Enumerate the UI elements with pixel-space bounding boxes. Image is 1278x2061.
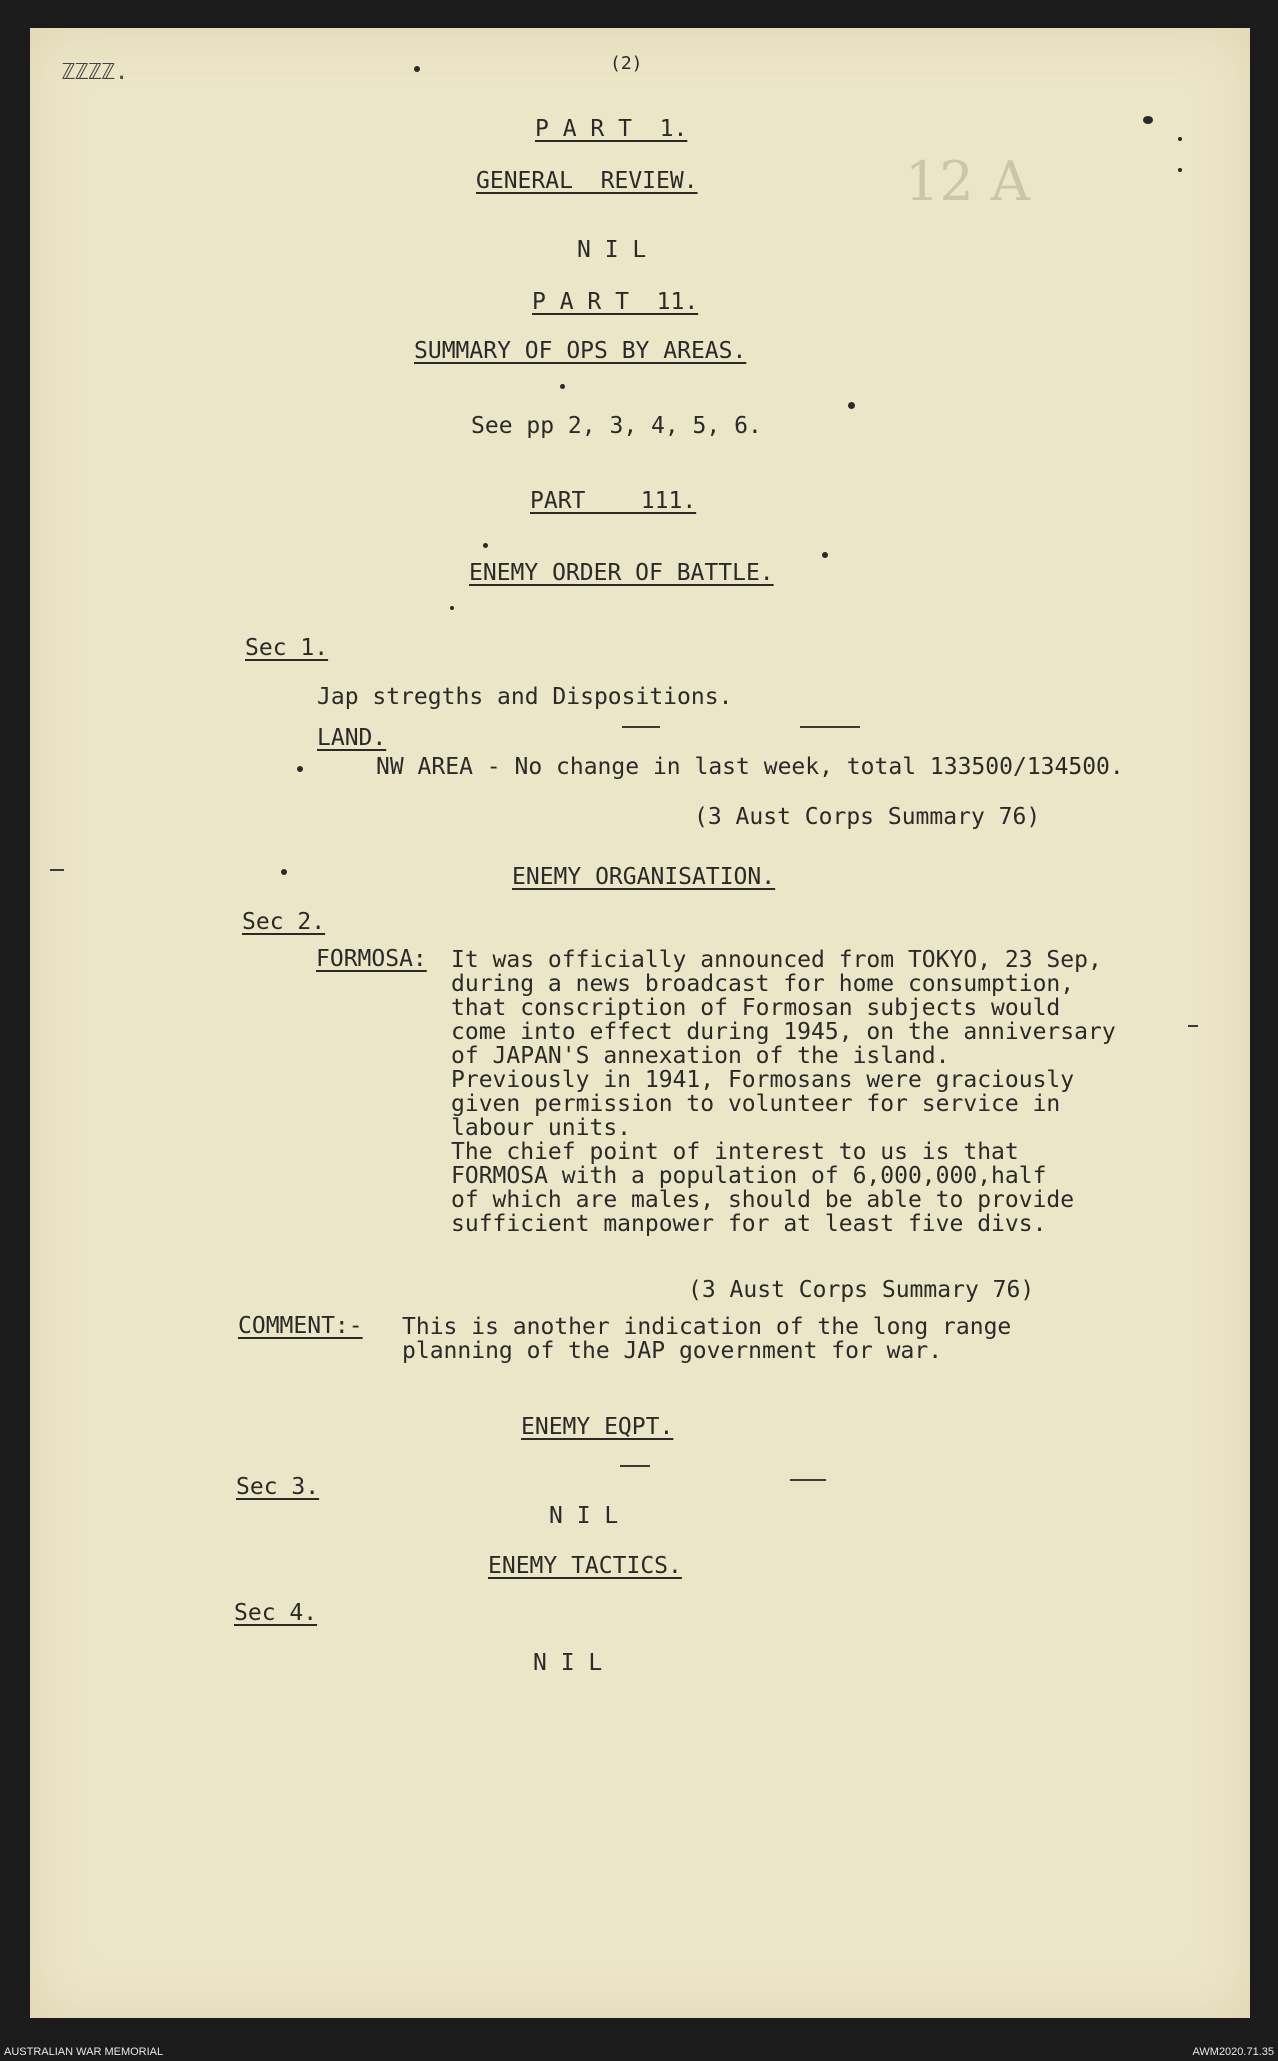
sec2-source: (3 Aust Corps Summary 76)	[688, 1277, 1035, 1303]
sec2-body-line: The chief point of interest to us is that	[451, 1139, 1019, 1165]
sec4-heading: Sec 4.	[234, 1600, 318, 1626]
ink-dot	[450, 606, 454, 610]
part1-nil: N I L	[577, 237, 647, 263]
sec2-heading: Sec 2.	[242, 909, 326, 935]
sec2-label: FORMOSA:	[316, 946, 427, 972]
sec3-nil: N I L	[549, 1503, 619, 1529]
sec2-body-line: during a news broadcast for home consumption,	[451, 971, 1075, 997]
ink-dot	[822, 552, 828, 558]
sec2-body	[451, 948, 1116, 1236]
part2-subtitle: SUMMARY OF OPS BY AREAS.	[414, 338, 747, 364]
sec1-source: (3 Aust Corps Summary 76)	[694, 804, 1041, 830]
ink-dash	[622, 726, 660, 728]
ink-blot	[1143, 116, 1153, 124]
ink-dash	[800, 726, 860, 728]
comment-body	[402, 1315, 1011, 1363]
sec2-body-line: sufficient manpower for at least five divs.	[451, 1211, 1047, 1237]
sec1-heading: Sec 1.	[245, 635, 329, 661]
enemy-tactics-heading: ENEMY TACTICS.	[488, 1553, 682, 1579]
sec2-body-line: labour units.	[451, 1115, 632, 1141]
ink-dot	[1178, 137, 1182, 141]
sec2-body-line: Previously in 1941, Formosans were graciously	[451, 1067, 1075, 1093]
sec1-land: LAND.	[317, 725, 387, 751]
ink-dot	[281, 869, 287, 875]
sec2-body-line: come into effect during 1945, on the anniversary	[451, 1019, 1116, 1045]
ink-dot	[1178, 168, 1182, 172]
enemy-eqpt-heading: ENEMY EQPT.	[521, 1414, 674, 1440]
enemy-organisation-heading: ENEMY ORGANISATION.	[512, 864, 776, 890]
sec2-body-line: It was officially announced from TOKYO, 23 Sep,	[451, 947, 1102, 973]
bleed-through-mark: 12 A	[905, 150, 1030, 213]
ink-dot	[414, 66, 420, 72]
part2-title: P A R T 11.	[532, 289, 699, 315]
sec1-line: Jap stregths and Dispositions.	[317, 684, 733, 710]
sec2-body-line: that conscription of Formosan subjects would	[451, 995, 1061, 1021]
ink-dash	[1188, 1025, 1198, 1027]
ink-dot	[560, 384, 565, 389]
ink-dot	[297, 766, 303, 772]
sec2-body-line: of JAPAN'S annexation of the island.	[451, 1043, 950, 1069]
page-number: (2)	[610, 53, 643, 74]
ink-dash	[790, 1479, 826, 1481]
part1-subtitle: GENERAL REVIEW.	[476, 168, 698, 194]
ink-dot	[848, 402, 855, 409]
footer-institution: AUSTRALIAN WAR MEMORIAL	[4, 2046, 164, 2058]
part2-see-pages: See pp 2, 3, 4, 5, 6.	[471, 413, 762, 439]
sec4-nil: N I L	[533, 1650, 603, 1676]
corner-stamp: ℤℤℤℤ.	[62, 60, 129, 85]
comment-line: This is another indication of the long range	[402, 1314, 1012, 1340]
part3-subtitle: ENEMY ORDER OF BATTLE.	[469, 560, 774, 586]
comment-line: planning of the JAP government for war.	[402, 1338, 943, 1364]
sec3-heading: Sec 3.	[236, 1474, 320, 1500]
sec2-body-line: of which are males, should be able to provide	[451, 1187, 1075, 1213]
ink-dash	[50, 869, 64, 871]
sec2-body-line: FORMOSA with a population of 6,000,000,half	[451, 1163, 1047, 1189]
footer-catalogue-id: AWM2020.71.35	[1192, 2046, 1274, 2058]
ink-dash	[620, 1465, 650, 1467]
part1-title: P A R T 1.	[535, 116, 688, 142]
part3-title: PART 111.	[530, 488, 697, 514]
ink-dot	[483, 543, 488, 548]
sec2-body-line: given permission to volunteer for service in	[451, 1091, 1061, 1117]
sec1-nw-area: NW AREA - No change in last week, total 133500/134500.	[376, 754, 1124, 780]
comment-label: COMMENT:-	[238, 1313, 363, 1339]
